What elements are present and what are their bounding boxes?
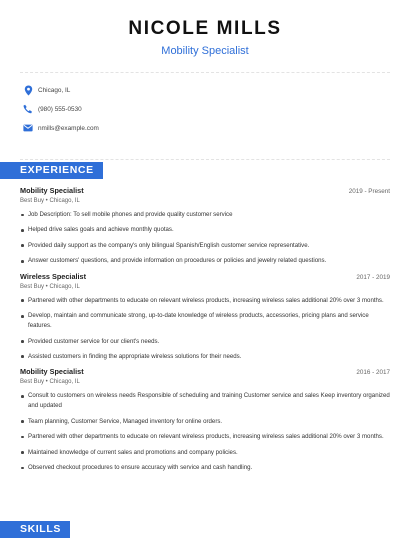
candidate-name: NICOLE MILLS	[128, 18, 282, 39]
job-bullets	[20, 210, 390, 266]
job-header	[20, 367, 390, 377]
job-entry	[20, 367, 390, 472]
contact-list	[0, 73, 410, 159]
job-dates: 2017 - 2019	[356, 273, 390, 281]
section-heading-experience: EXPERIENCE	[0, 162, 103, 179]
resume-header	[0, 0, 410, 58]
contact-email-text: nmills@example.com	[38, 124, 99, 132]
job-bullet: Helped drive sales goals and achieve monthly quotas.	[20, 225, 390, 235]
phone-icon	[21, 102, 35, 116]
job-dates: 2016 - 2017	[356, 369, 390, 377]
contact-phone	[21, 100, 410, 118]
job-title: Mobility Specialist	[20, 186, 84, 195]
job-title: Mobility Specialist	[20, 367, 84, 377]
job-bullets	[20, 391, 390, 472]
job-bullet: Develop, maintain and communicate strong, up-to-date knowledge of wireless products, accessories, pricing plans and service features.	[20, 311, 390, 330]
job-bullet: Partnered with other departments to educate on relevant wireless products, increasing wireless sales additional 20% over 3 months.	[20, 296, 390, 306]
job-dates: 2019 - Present	[348, 188, 390, 195]
location-pin-icon	[21, 83, 35, 97]
job-bullet: Partnered with other departments to educate on relevant wireless products, increasing wireless sales additional 20% over 3 months.	[20, 432, 390, 442]
job-header	[20, 186, 390, 196]
job-bullet: Answer customers' questions, and provide information on procedures or policies and jewelry related questions.	[20, 256, 390, 266]
job-bullet: Assisted customers in finding the appropriate wireless solutions for their needs.	[20, 352, 390, 362]
job-company: Best Buy • Chicago, IL	[20, 283, 80, 290]
job-bullet: Provided daily support as the company's only bilingual Spanish/English customer service representative.	[20, 241, 390, 251]
job-header	[20, 272, 390, 282]
job-bullet: Consult to customers on wireless needs Responsible of scheduling and training Customer service and sales Keep inventory organized and updated	[20, 391, 390, 410]
job-entry	[20, 186, 390, 266]
contact-phone-text: (980) 555-0530	[38, 105, 82, 113]
contact-email	[21, 119, 410, 137]
experience-list	[20, 186, 390, 478]
job-company: Best Buy • Chicago, IL	[20, 198, 80, 204]
job-bullet: Team planning, Customer Service, Managed inventory for online orders.	[20, 417, 390, 427]
job-bullet: Observed checkout procedures to ensure accuracy with service and cash handling.	[20, 463, 390, 473]
job-bullet: Provided customer service for our client's needs.	[20, 337, 390, 347]
job-company: Best Buy • Chicago, IL	[20, 379, 80, 386]
contact-location	[21, 81, 410, 99]
job-bullets	[20, 296, 390, 362]
candidate-title: Mobility Specialist	[161, 45, 249, 57]
job-bullet: Job Description: To sell mobile phones and provide quality customer service	[20, 210, 390, 220]
contact-location-text: Chicago, IL	[38, 86, 71, 94]
job-bullet: Maintained knowledge of current sales and promotions and company policies.	[20, 448, 390, 458]
email-icon	[21, 121, 35, 135]
job-title: Wireless Specialist	[20, 271, 87, 281]
job-entry	[20, 272, 390, 362]
section-heading-skills: SKILLS	[0, 521, 70, 538]
divider	[20, 159, 390, 160]
